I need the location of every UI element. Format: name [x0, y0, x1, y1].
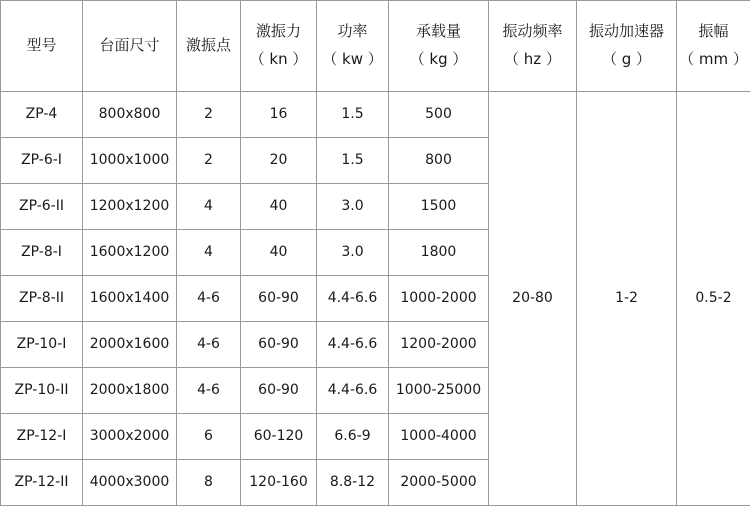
cell-excitation-points: 2	[177, 92, 241, 138]
header-label: 振幅	[698, 22, 728, 40]
cell-excitation-force: 60-90	[241, 322, 317, 368]
header-label: 功率	[337, 22, 367, 40]
cell-power: 6.6-9	[317, 414, 389, 460]
cell-table-size: 4000x3000	[83, 460, 177, 506]
column-header-load-capacity	[389, 1, 489, 92]
cell-table-size: 2000x1600	[83, 322, 177, 368]
cell-table-size: 1200x1200	[83, 184, 177, 230]
cell-model: ZP-6-I	[1, 138, 83, 184]
cell-power: 4.4-6.6	[317, 322, 389, 368]
header-unit: （ kw ）	[318, 49, 387, 71]
cell-excitation-force: 60-90	[241, 276, 317, 322]
cell-excitation-points: 4-6	[177, 276, 241, 322]
header-unit: （ kn ）	[242, 49, 315, 71]
header-unit: （ kg ）	[390, 49, 487, 71]
cell-table-size: 2000x1800	[83, 368, 177, 414]
column-header-table-size	[83, 1, 177, 92]
cell-model: ZP-10-I	[1, 322, 83, 368]
cell-model: ZP-4	[1, 92, 83, 138]
cell-table-size: 800x800	[83, 92, 177, 138]
table-row	[1, 92, 750, 138]
cell-model: ZP-8-I	[1, 230, 83, 276]
cell-excitation-force: 120-160	[241, 460, 317, 506]
cell-load-capacity: 1500	[389, 184, 489, 230]
cell-table-size: 1600x1200	[83, 230, 177, 276]
header-label: 型号	[26, 36, 56, 54]
header-row	[1, 1, 750, 92]
cell-load-capacity: 800	[389, 138, 489, 184]
header-label: 振动频率	[502, 22, 562, 40]
cell-model: ZP-6-II	[1, 184, 83, 230]
cell-model: ZP-8-II	[1, 276, 83, 322]
cell-load-capacity: 1800	[389, 230, 489, 276]
cell-excitation-points: 4	[177, 184, 241, 230]
cell-power: 3.0	[317, 230, 389, 276]
cell-excitation-points: 6	[177, 414, 241, 460]
cell-amplitude-merged: 0.5-2	[677, 92, 750, 506]
cell-power: 1.5	[317, 92, 389, 138]
cell-load-capacity: 1000-2000	[389, 276, 489, 322]
header-unit: （ hz ）	[490, 49, 575, 71]
cell-power: 1.5	[317, 138, 389, 184]
cell-table-size: 3000x2000	[83, 414, 177, 460]
header-unit: （ mm ）	[678, 49, 749, 71]
cell-excitation-force: 40	[241, 230, 317, 276]
cell-load-capacity: 1000-25000	[389, 368, 489, 414]
header-label: 台面尺寸	[99, 36, 159, 54]
cell-power: 4.4-6.6	[317, 276, 389, 322]
cell-table-size: 1600x1400	[83, 276, 177, 322]
column-header-amplitude	[677, 1, 750, 92]
cell-excitation-force: 20	[241, 138, 317, 184]
table-header	[1, 1, 750, 92]
cell-excitation-force: 60-120	[241, 414, 317, 460]
cell-vibration-frequency-merged: 20-80	[489, 92, 577, 506]
cell-power: 4.4-6.6	[317, 368, 389, 414]
header-label: 振动加速器	[589, 22, 664, 40]
header-unit: （ g ）	[578, 49, 675, 71]
header-label: 激振点	[186, 36, 231, 54]
cell-load-capacity: 1200-2000	[389, 322, 489, 368]
cell-model: ZP-12-II	[1, 460, 83, 506]
table-body	[1, 92, 750, 506]
cell-vibration-acceleration-merged: 1-2	[577, 92, 677, 506]
cell-excitation-force: 60-90	[241, 368, 317, 414]
column-header-model	[1, 1, 83, 92]
cell-excitation-points: 4	[177, 230, 241, 276]
cell-excitation-points: 4-6	[177, 368, 241, 414]
column-header-vibration-acceleration	[577, 1, 677, 92]
header-label: 承载量	[416, 22, 461, 40]
cell-excitation-force: 40	[241, 184, 317, 230]
cell-load-capacity: 2000-5000	[389, 460, 489, 506]
header-label: 激振力	[256, 22, 301, 40]
cell-table-size: 1000x1000	[83, 138, 177, 184]
cell-excitation-points: 4-6	[177, 322, 241, 368]
cell-power: 3.0	[317, 184, 389, 230]
cell-excitation-points: 2	[177, 138, 241, 184]
cell-load-capacity: 500	[389, 92, 489, 138]
column-header-power	[317, 1, 389, 92]
cell-power: 8.8-12	[317, 460, 389, 506]
cell-model: ZP-10-II	[1, 368, 83, 414]
cell-excitation-force: 16	[241, 92, 317, 138]
column-header-excitation-points	[177, 1, 241, 92]
column-header-excitation-force	[241, 1, 317, 92]
cell-load-capacity: 1000-4000	[389, 414, 489, 460]
column-header-vibration-frequency	[489, 1, 577, 92]
cell-excitation-points: 8	[177, 460, 241, 506]
cell-model: ZP-12-I	[1, 414, 83, 460]
